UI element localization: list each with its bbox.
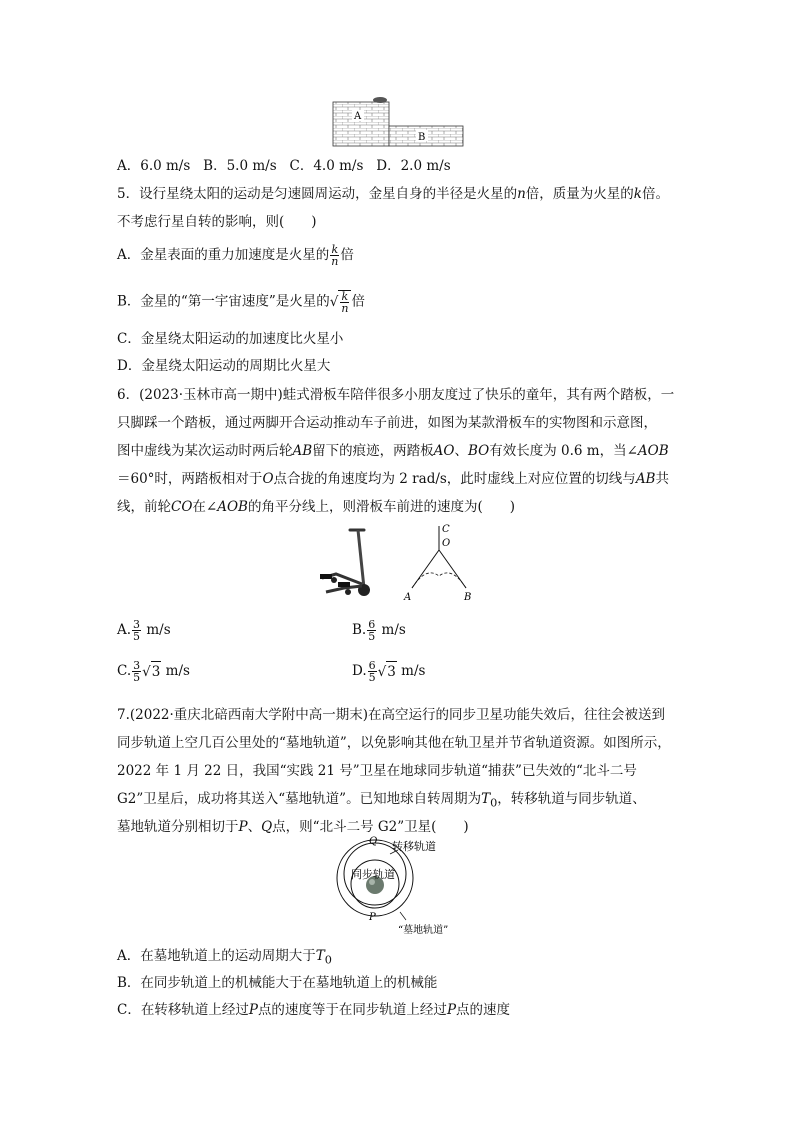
point-o-label: O <box>442 538 451 549</box>
q6-option-c[interactable]: C. $\frac{3}{5}$ √3 m/s <box>117 659 190 684</box>
q7-stem-line4: G2”卫星后，成功将其送入“墓地轨道”。已知地球自转周期为$T_0$，转移轨道与同步轨道、 <box>117 791 646 810</box>
point-p-label: P <box>369 912 376 923</box>
point-q-label: Q <box>369 836 378 847</box>
point-a-label: A <box>404 592 412 602</box>
q6-stem-line5: 线，前轮CO在∠AOB的角平分线上，则滑板车前进的速度为( ) <box>117 499 516 515</box>
q5-stem-line1: 5．设行星绕太阳的运动是匀速圆周运动，金星自身的半径是火星的n倍，质量为火星的k倍。 <box>117 186 669 202</box>
q4-option-b[interactable]: B．5.0 m/s <box>203 158 277 174</box>
q5-option-d[interactable]: D．金星绕太阳运动的周期比火星大 <box>117 358 331 374</box>
point-b-label: B <box>464 592 472 602</box>
q6-option-d[interactable]: D. $\frac{6}{5}$ √3 m/s <box>352 659 426 684</box>
transfer-orbit-label: 转移轨道 <box>392 840 436 853</box>
q7-option-c[interactable]: C．在转移轨道上经过P点的速度等于在同步轨道上经过P点的速度 <box>117 1002 511 1018</box>
graveyard-orbit-label: “墓地轨道” <box>398 925 449 936</box>
q6-stem-line2: 只脚踩一个踏板，通过两脚开合运动推动车子前进，如图为某款滑板车的实物图和示意图， <box>117 415 657 431</box>
scooter-photo <box>318 522 384 602</box>
q5-option-b[interactable]: B．金星的“第一宇宙速度”是火星的√ $\frac{k}{n}$ 倍 <box>117 290 365 315</box>
q4-option-a[interactable]: A．6.0 m/s <box>117 158 191 174</box>
q4-option-c[interactable]: C．4.0 m/s <box>289 158 364 174</box>
q6-option-b[interactable]: B. $\frac{6}{5}$ m/s <box>352 618 406 643</box>
q7-stem-line2: 同步轨道上空几百公里处的“墓地轨道”，以免影响其他在轨卫星并节省轨道资源。如图所示， <box>117 735 671 751</box>
q6-option-a[interactable]: A. $\frac{3}{5}$ m/s <box>117 618 171 643</box>
block-figure <box>330 92 466 148</box>
q7-stem-line5: 墓地轨道分别相切于P、Q点，则“北斗二号 G2”卫星( ) <box>117 819 469 835</box>
q5-option-c[interactable]: C．金星绕太阳运动的加速度比火星小 <box>117 331 344 347</box>
sync-orbit-label: 同步轨道 <box>351 868 395 881</box>
q7-option-a[interactable]: A．在墓地轨道上的运动周期大于$T_0$ <box>117 948 332 967</box>
q4-options <box>117 156 451 176</box>
point-c-label: C <box>442 524 450 535</box>
q5-stem-line2: 不考虑行星自转的影响，则( ) <box>117 214 317 230</box>
sqrt-icon: √3 <box>378 661 397 682</box>
scooter-diagram <box>398 520 488 602</box>
block-a-label: A <box>354 111 362 122</box>
block-b-label: B <box>418 132 426 143</box>
q7-option-b[interactable]: B．在同步轨道上的机械能大于在墓地轨道上的机械能 <box>117 975 438 991</box>
q6-stem-line4: ＝60°时，两踏板相对于O点合拢的角速度均为 2 rad/s，此时虚线上对应位置的切线与AB共 <box>117 471 669 487</box>
q6-stem-line1: 6．(2023·玉林市高一期中)蛙式滑板车陪伴很多小朋友度过了快乐的童年，其有两个踏板，一 <box>117 387 675 403</box>
fraction: $\frac{k}{n}$ <box>331 243 339 268</box>
q7-stem-line3: 2022 年 1 月 22 日，我国“实践 21 号”卫星在地球同步轨道“捕获”已失效的“北斗二号 <box>117 763 637 779</box>
q6-stem-line3: 图中虚线为某次运动时两后轮AB留下的痕迹，两踏板AO、BO有效长度为 0.6 m，当∠AOB <box>117 443 669 459</box>
orbit-diagram <box>326 832 476 940</box>
sqrt-icon: √3 <box>142 661 161 682</box>
q7-stem-line1: 7.(2022·重庆北碚西南大学附中高一期末)在高空运行的同步卫星功能失效后，往往会被送到 <box>117 707 666 723</box>
sqrt-icon: √ $\frac{k}{n}$ <box>330 290 352 314</box>
q5-option-a[interactable]: A．金星表面的重力加速度是火星的 $\frac{k}{n}$ 倍 <box>117 243 354 268</box>
q4-option-d[interactable]: D．2.0 m/s <box>376 158 451 174</box>
